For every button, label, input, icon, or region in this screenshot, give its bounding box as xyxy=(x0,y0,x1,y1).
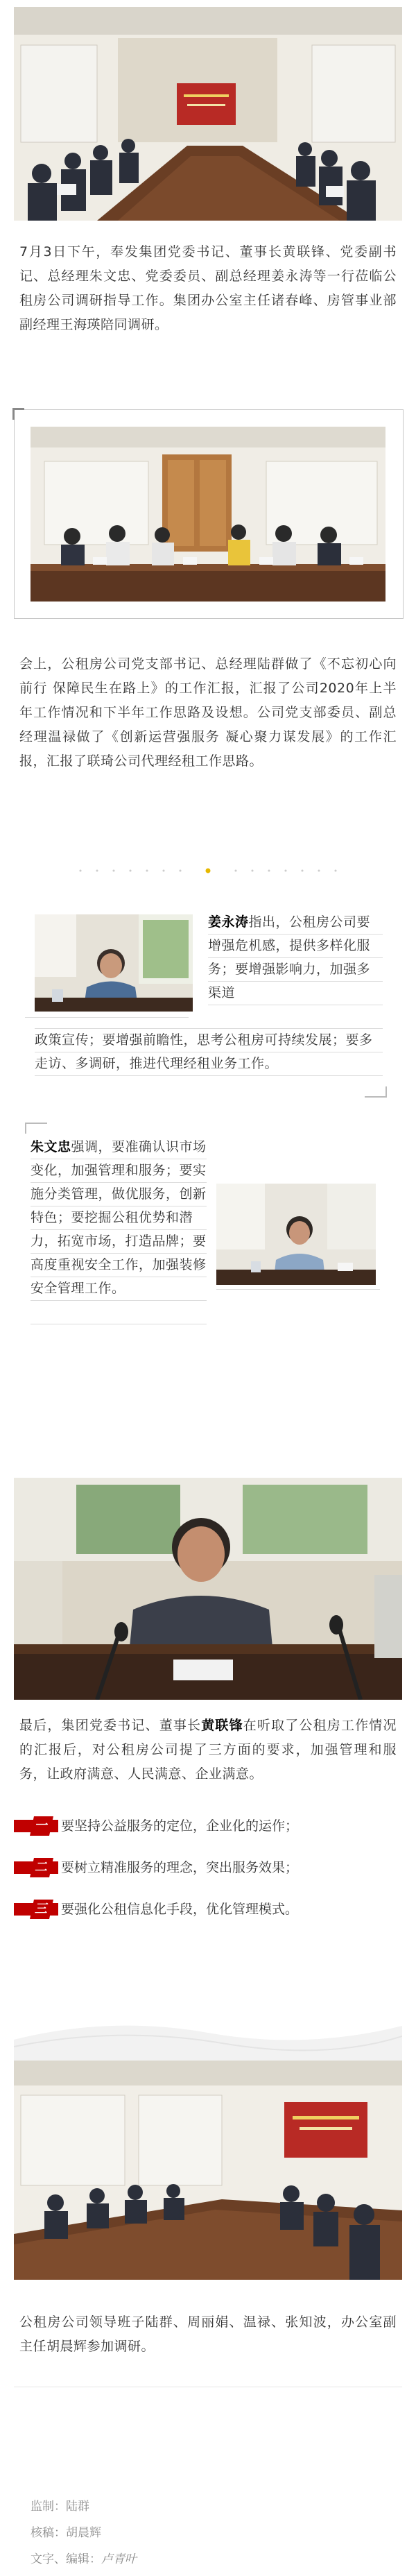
jiang-rule-5 xyxy=(35,1028,383,1029)
requirement-badge xyxy=(14,1856,58,1879)
meeting-overview-photo xyxy=(14,7,402,221)
credit-reviewer: 核稿：胡晨辉 xyxy=(31,2526,101,2540)
jiang-rule-3 xyxy=(208,981,383,982)
credit-supervisor: 监制：陆群 xyxy=(31,2500,89,2514)
requirement-item xyxy=(0,1854,416,1882)
credit-editor-name: 卢青叶 xyxy=(101,2552,137,2566)
jiang-rule-7 xyxy=(35,1075,383,1076)
huang-lianfeng-photo xyxy=(14,1478,402,1700)
jiang-photo-underline xyxy=(25,1017,189,1018)
zhu-corner-bracket xyxy=(25,1123,47,1134)
huang-text-pre: 最后，集团党委书记、董事长 xyxy=(19,1718,202,1733)
jiang-rule-2 xyxy=(208,957,383,958)
zhu-paragraph xyxy=(31,1135,207,1300)
requirement-text: 要坚持公益服务的定位，企业化的运作； xyxy=(61,1818,299,1834)
intro-paragraph: 7月3日下午，奉发集团党委书记、董事长黄联锋、党委副书记、总经理朱文忠、党委委员、副总经理姜永涛等一行莅临公租房公司调研指导工作。集团办公室主任诸春峰、房管事业部副经理王海瑛陪同调研。 xyxy=(19,244,397,332)
requirement-text: 要树立精准服务的理念，突出服务效果； xyxy=(61,1860,299,1875)
huang-name: 黄联锋 xyxy=(201,1718,243,1733)
wave-divider xyxy=(14,2012,402,2061)
meeting-room-photo xyxy=(14,2061,402,2280)
zhu-rule-5 xyxy=(31,1253,207,1254)
requirement-item xyxy=(0,1895,416,1923)
credit-editor-label: 文字、编辑： xyxy=(31,2552,101,2566)
jiang-rule-1 xyxy=(208,934,383,935)
zhu-text-head: 强调，要准确认识市场变化，加强管理和服务；要实施分类管理，做优服务，创新特色；要挖掘公租优势和潜力，拓宽市场，打造品牌；要高度重视安全工作，加强装修安全管理工作。 xyxy=(31,1139,207,1296)
zhu-rule-4 xyxy=(31,1229,207,1230)
jiang-text-tail: 政策宣传；要增强前瞻性，思考公租房可持续发展；要多走访、多调研，推进代理经租业务工作。 xyxy=(35,1032,373,1071)
requirement-number: 一 xyxy=(30,1816,53,1836)
huang-text-post: 在听取了公租房工作情况的汇报后，对公租房公司提了三方面的要求，加强管理和服务，让政府满意、人民满意、企业满意。 xyxy=(19,1718,397,1782)
jiang-corner-bracket xyxy=(365,1086,387,1098)
meeting-paragraph: 会上，公租房公司党支部书记、总经理陆群做了《不忘初心向前行 保障民生在路上》的工作汇报，汇报了公司2020年上半年工作情况和下半年工作思路及设想。公司党支部委员、副总经理温禄做了《创新运营强服务 凝心聚力谋发展》的工作汇报，汇报了联琦公司代理经租工作思路。 xyxy=(19,656,397,769)
zhu-rule-7 xyxy=(31,1300,207,1301)
meeting-speakers-photo xyxy=(31,427,385,602)
jiang-name: 姜永涛 xyxy=(208,914,249,930)
requirement-badge xyxy=(14,1814,58,1838)
zhu-rule-2 xyxy=(31,1182,207,1183)
huang-paragraph xyxy=(19,1714,397,1786)
zhu-photo-underline xyxy=(216,1289,380,1290)
credit-editor xyxy=(31,2549,137,2566)
zhu-name: 朱文忠 xyxy=(31,1139,71,1154)
requirement-number: 二 xyxy=(30,1858,53,1877)
closing-paragraph: 公租房公司领导班子陆群、周丽娟、温禄、张知波，办公室副主任胡晨辉参加调研。 xyxy=(19,2314,397,2354)
zhu-wenzhong-photo xyxy=(216,1184,376,1285)
photo-frame-corner xyxy=(12,408,24,420)
requirement-text: 要强化公租信息化手段，优化管理模式。 xyxy=(61,1902,299,1917)
requirement-number: 三 xyxy=(30,1900,53,1919)
requirement-badge xyxy=(14,1897,58,1921)
jiang-text-head: 指出，公租房公司要增强危机感，提供多样化服务；要增强影响力，加强多渠道 xyxy=(208,914,371,1000)
jiang-yongtao-photo xyxy=(35,914,193,1012)
requirement-item xyxy=(0,1812,416,1840)
decorative-dots xyxy=(76,863,340,869)
